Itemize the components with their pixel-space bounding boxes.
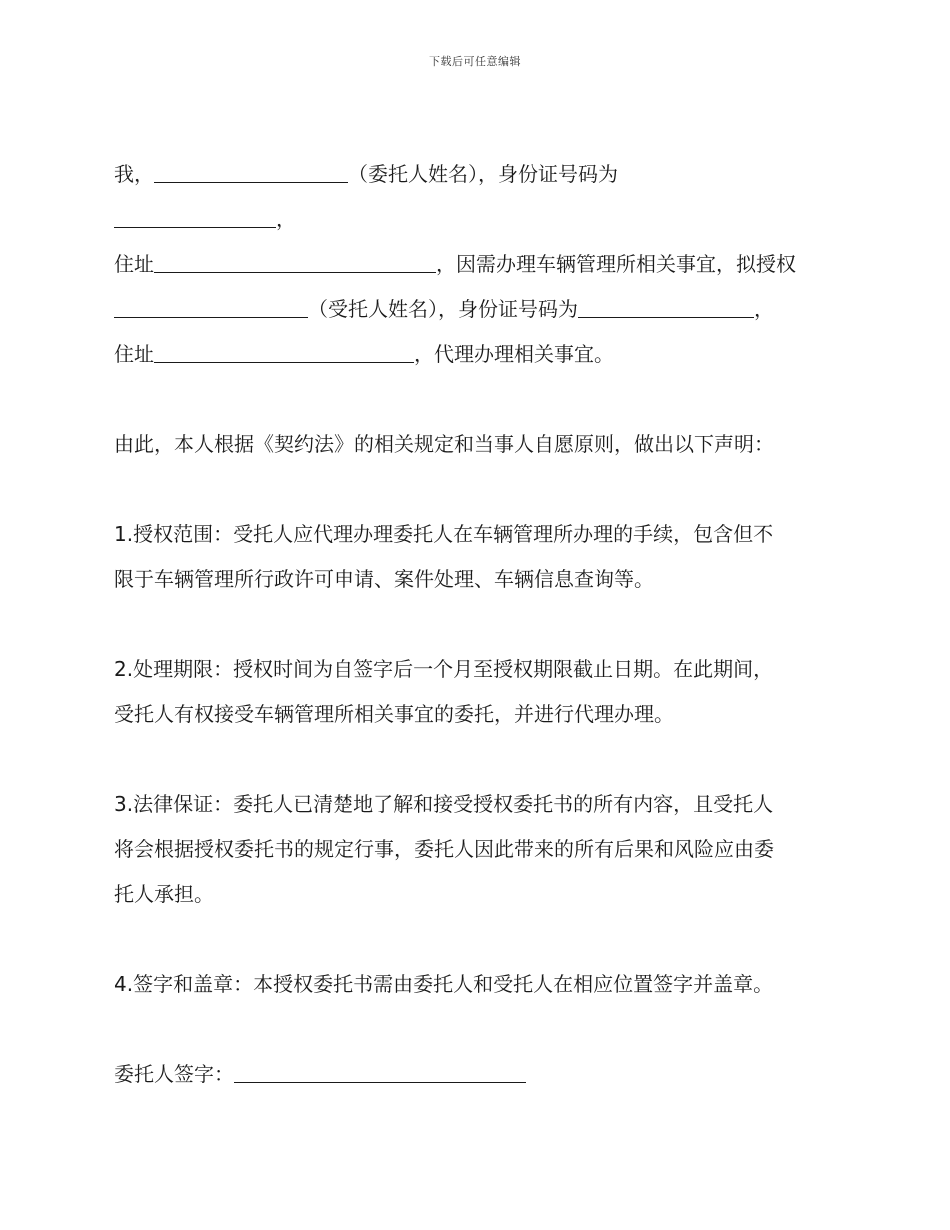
clause-3-line-1: 3.法律保证：委托人已清楚地了解和接受授权委托书的所有内容，且受托人: [114, 792, 774, 816]
clause-3-line-2: 将会根据授权委托书的规定行事，委托人因此带来的所有后果和风险应由委: [114, 837, 774, 861]
clause-1-line-2: 限于车辆管理所行政许可申请、案件处理、车辆信息查询等。: [114, 567, 654, 591]
intro-line-2: [114, 197, 834, 242]
clause-4-line-1: 4.签字和盖章：本授权委托书需由委托人和受托人在相应位置签字并盖章。: [114, 972, 774, 996]
principal-name-blank[interactable]: [154, 164, 348, 183]
clause-1-line-1: 1.授权范围：受托人应代理办理委托人在车辆管理所办理的手续，包含但不: [114, 522, 774, 546]
intro-text: ，: [276, 207, 296, 231]
clause-2-line-2: 受托人有权接受车辆管理所相关事宜的委托，并进行代理办理。: [114, 702, 674, 726]
intro-prefix: 我，: [114, 162, 154, 186]
intro-prefix: 住址: [114, 252, 154, 276]
intro-text: ，因需办理车辆管理所相关事宜，拟授权: [436, 252, 796, 276]
principal-id-blank[interactable]: [114, 209, 276, 228]
intro-text: （委托人姓名），身份证号码为: [348, 162, 618, 186]
intro-text: ，代理办理相关事宜。: [414, 342, 614, 366]
clause-3-line-3: 托人承担。: [114, 882, 214, 906]
signature-label: 委托人签字：: [114, 1062, 234, 1086]
document-body: [114, 152, 834, 1097]
agent-name-blank[interactable]: [114, 299, 308, 318]
intro-text: （受托人姓名），身份证号码为: [308, 297, 578, 321]
agent-address-blank[interactable]: [154, 344, 414, 363]
principal-address-blank[interactable]: [154, 254, 436, 273]
signature-line: [114, 1052, 834, 1097]
clause-2-line-1: 2.处理期限：授权时间为自签字后一个月至授权期限截止日期。在此期间，: [114, 657, 774, 681]
principal-signature-blank[interactable]: [234, 1064, 526, 1083]
intro-line-4: [114, 287, 834, 332]
intro-text: ，: [754, 297, 774, 321]
intro-line-5: [114, 332, 834, 377]
intro-line-3: [114, 242, 834, 287]
declaration: 由此，本人根据《契约法》的相关规定和当事人自愿原则，做出以下声明：: [114, 432, 774, 456]
intro-prefix: 住址: [114, 342, 154, 366]
intro-line-1: [114, 152, 834, 197]
header-note: 下载后可任意编辑: [429, 55, 521, 68]
agent-id-blank[interactable]: [578, 299, 754, 318]
